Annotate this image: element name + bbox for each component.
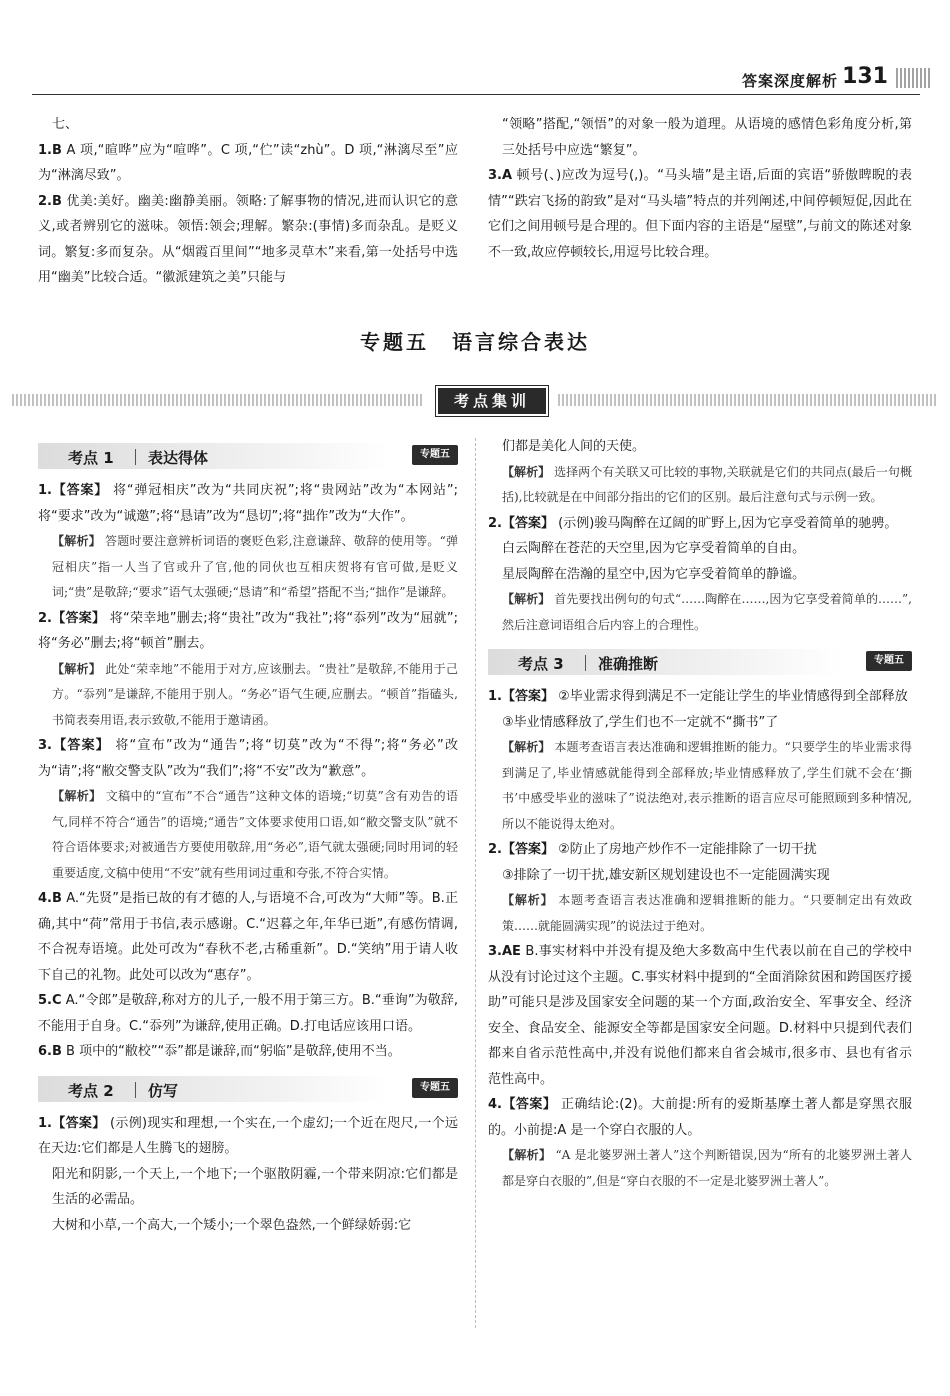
- answer-paragraph: [38, 784, 458, 886]
- answer-paragraph: [488, 735, 912, 837]
- kaodian-3-heading: [488, 646, 912, 680]
- answer-paragraph: [488, 939, 912, 1092]
- item-tag: 【解析】: [52, 661, 102, 676]
- item-text: 阳光和阴影,一个天上,一个地下;一个驱散阴霾,一个带来阴凉:它们都是生活的必需品。: [52, 1166, 458, 1207]
- item-tag: 【答案】: [51, 610, 106, 626]
- item-tag: 【解析】: [502, 592, 551, 606]
- item-number: 2.: [488, 842, 502, 857]
- item-number: 3.A: [488, 168, 513, 183]
- item-tag: 【答案】: [51, 738, 111, 753]
- band-dots-left: [12, 394, 422, 406]
- answer-paragraph: [38, 1162, 458, 1213]
- qr-code-icon: [896, 68, 930, 88]
- answer-paragraph: [488, 684, 912, 710]
- topic-chip: 专题五: [866, 651, 912, 671]
- kaodian-separator: [585, 655, 586, 671]
- item-number: 4.: [488, 1097, 502, 1112]
- answer-paragraph: [38, 1213, 458, 1239]
- top-right-column: [488, 112, 912, 265]
- item-text: B.事实材料中并没有提及绝大多数高中生代表以前在自己的学校中从没有讨论过这个主题。C.事实材料中提到的“全面消除贫困和跨国医疗援助”可能只是涉及国家安全问题的某一个方面,政治安全、军事安全、经济安全、食品安全、能源安全等都是国家安全问题。D.材料中只提到代表们都来自省示范性高中,并没有说他们都来自省会城市,很多市、县也有省示范性高中。: [488, 944, 912, 1087]
- kaodian-name: 仿写: [148, 1081, 179, 1100]
- kaodian-1-content: [38, 478, 458, 1065]
- item-text: B 项中的“敝校”“忝”都是谦辞,而“躬临”是敬辞,使用不当。: [61, 1044, 401, 1059]
- answer-paragraph: [488, 1092, 912, 1143]
- answer-paragraph: [38, 606, 458, 657]
- item-text: A.“先贤”是指已故的有才德的人,与语境不合,可改为“大师”等。B.正确,其中“荷”常用于书信,表示感谢。C.“迟暮之年,年华已逝”,有感伤情调,不合祝寿语境。此处可改为“春秋不老,古稀重新”。D.“笑纳”用于请人收下自己的礼物。此处可以改为“惠存”。: [38, 891, 458, 983]
- item-text: 文稿中的“宣布”不合“通告”这种文体的语境;“切莫”含有劝告的语气,同样不符合“通告”的语境;“通告”文体要求使用口语,如“敝交警支队”就不符合语体要求;对被通告方要使用敬辞,用“务必”,语气就太强硬;同时用词的轻重要适度,文稿中使用“不安”就有些用词过重和夸张,不符合实情。: [52, 789, 458, 880]
- answer-paragraph: [38, 112, 458, 138]
- item-number: 1.B: [38, 142, 62, 158]
- answer-paragraph: [488, 837, 912, 863]
- item-number: 2.: [488, 515, 502, 531]
- item-text: 本题考查语言表达准确和逻辑推断的能力。“只要制定出有效政策……就能圆满实现”的说法过于绝对。: [502, 893, 912, 933]
- item-text: 答题时要注意辨析词语的褒贬色彩,注意谦辞、敬辞的使用等。“弹冠相庆”指一人当了官或升了官,他的同伙也互相庆贺将有官可做,是贬义词;“贵”是敬辞;“要求”语气太强硬;“恳请”和“希望”搭配不当;“拙作”是谦辞。: [52, 534, 458, 599]
- item-text: 顿号(、)应改为逗号(,)。“马头墙”是主语,后面的宾语“骄傲睥睨的表情”“跌宕飞扬的韵致”是对“马头墙”特点的并列阐述,中间停顿短促,因此在它们之间用顿号是合理的。但下面内容的主语是“屋壁”,与前文的陈述对象不一致,故应停顿较长,用逗号比较合理。: [488, 168, 912, 260]
- right-column: [488, 434, 912, 1194]
- page-number: 131: [842, 64, 888, 89]
- page-header: [610, 64, 930, 92]
- section-band: [12, 386, 938, 414]
- left-column: [38, 436, 458, 1238]
- kaodian-label: 考点 2: [68, 1081, 114, 1100]
- item-text: “领略”搭配,“领悟”的对象一般为道理。从语境的感情色彩角度分析,第三处括号中应选“繁复”。: [502, 117, 912, 158]
- answer-paragraph: [38, 1111, 458, 1162]
- item-text: 正确结论:(2)。大前提:所有的爱斯基摩土著人都是穿黑衣服的。小前提:A 是一个穿白衣服的人。: [488, 1097, 912, 1138]
- answer-paragraph: [38, 138, 458, 189]
- kaodian-2-content-left: [38, 1111, 458, 1239]
- answer-paragraph: [488, 163, 912, 265]
- answer-paragraph: [488, 112, 912, 163]
- item-number: 5.C: [38, 993, 62, 1008]
- answer-paragraph: [488, 460, 912, 511]
- answer-paragraph: [488, 888, 912, 939]
- answer-paragraph: [488, 710, 912, 736]
- answer-paragraph: [38, 657, 458, 734]
- item-text: (示例)骏马陶醉在辽阔的旷野上,因为它享受着简单的驰骋。: [554, 515, 898, 531]
- header-divider: [32, 94, 920, 95]
- item-text: “A 是北婆罗洲土著人”这个判断错误,因为“所有的北婆罗洲土著人都是穿白衣服的”,但是“穿白衣服的不一定是北婆罗洲土著人”。: [502, 1148, 912, 1188]
- topic-chip: 专题五: [412, 1078, 458, 1098]
- answer-paragraph: [488, 562, 912, 588]
- item-tag: 【解析】: [502, 893, 554, 907]
- item-tag: 【答案】: [501, 689, 554, 704]
- column-divider: [475, 438, 476, 1328]
- item-text: (示例)现实和理想,一个实在,一个虚幻;一个近在咫尺,一个远在天边:它们都是人生腾飞的翅膀。: [38, 1115, 458, 1156]
- answer-paragraph: [38, 478, 458, 529]
- section-title: 专题五 语言综合表达: [360, 330, 590, 354]
- kaodian-2-content-right: [488, 434, 912, 638]
- item-number: 4.B: [38, 891, 62, 906]
- answer-paragraph: [488, 1143, 912, 1194]
- band-dots-right: [558, 394, 938, 406]
- answer-paragraph: [488, 863, 912, 889]
- item-text: 星辰陶醉在浩瀚的星空中,因为它享受着简单的静谧。: [502, 566, 806, 582]
- item-tag: 【解析】: [52, 789, 102, 803]
- item-text: ②防止了房地产炒作不一定能排除了一切干扰: [554, 842, 817, 857]
- item-number: 6.B: [38, 1044, 62, 1059]
- item-text: 将“荣幸地”删去;将“贵社”改为“我社”;将“忝列”改为“屈就”;将“务必”删去;将“顿首”删去。: [38, 610, 458, 651]
- answer-paragraph: [488, 511, 912, 537]
- item-text: 们都是美化人间的天使。: [502, 439, 646, 454]
- item-tag: 【解析】: [502, 1148, 552, 1162]
- item-text: 本题考查语言表达准确和逻辑推断的能力。“只要学生的毕业需求得到满足了,毕业情感就能得到全部释放;毕业情感释放了,学生们就不会在‘撕书’中感受毕业的滋味了”说法绝对,表示推断的语言应尽可能照顾到多种情况,所以不能说得太绝对。: [502, 740, 912, 831]
- item-text: 优美:美好。幽美:幽静美丽。领略:了解事物的情况,进而认识它的意义,或者辨别它的滋味。领悟:领会;理解。繁杂:(事情)多而杂乱。是贬义词。繁复:多而复杂。从“烟霞百里间”“地多灵草木”来看,第一处括号中选用“幽美”比较合适。“徽派建筑之美”只能与: [38, 193, 458, 285]
- kaodian-label: 考点 3: [518, 655, 564, 673]
- item-text: 大树和小草,一个高大,一个矮小;一个翠色盎然,一个鲜绿娇弱:它: [52, 1217, 412, 1233]
- item-text: ③毕业情感释放了,学生们也不一定就不“撕书”了: [502, 714, 779, 730]
- item-tag: 【答案】: [501, 1097, 557, 1112]
- kaodian-label: 考点 1: [68, 449, 114, 467]
- item-tag: 【答案】: [51, 1115, 106, 1131]
- answer-paragraph: [38, 886, 458, 988]
- item-tag: 【解析】: [52, 534, 101, 548]
- item-number: 2.B: [38, 193, 62, 209]
- band-label: 考点集训: [436, 386, 548, 416]
- item-text: 白云陶醉在苍茫的天空里,因为它享受着简单的自由。: [502, 541, 806, 556]
- item-text: ②毕业需求得到满足不一定能让学生的毕业情感得到全部释放: [554, 689, 908, 704]
- item-text: 将“宣布”改为“通告”;将“切莫”改为“不得”;将“务必”改为“请”;将“敝交警支队”改为“我们”;将“不安”改为“歉意”。: [38, 738, 458, 779]
- item-number: 3.AE: [488, 944, 521, 959]
- kaodian-separator: [135, 1082, 136, 1098]
- kaodian-2-heading: [38, 1073, 458, 1107]
- answer-paragraph: [38, 733, 458, 784]
- item-tag: 【解析】: [502, 740, 551, 754]
- answer-paragraph: [488, 587, 912, 638]
- kaodian-separator: [135, 449, 136, 465]
- answer-paragraph: [38, 529, 458, 606]
- item-tag: 【解析】: [502, 464, 551, 479]
- item-number: 1.: [488, 689, 502, 704]
- item-number: 3.: [38, 738, 52, 753]
- item-text: 七、: [52, 117, 79, 132]
- kaodian-1-heading: [38, 440, 458, 474]
- kaodian-name: 表达得体: [148, 449, 209, 467]
- item-tag: 【答案】: [501, 842, 554, 857]
- item-text: 将“弹冠相庆”改为“共同庆祝”;将“贵网站”改为“本网站”;将“要求”改为“诚邀”;将“恳请”改为“恳切”;将“拙作”改为“大作”。: [38, 483, 458, 524]
- item-number: 2.: [38, 610, 52, 626]
- item-text: 首先要找出例句的句式“……陶醉在……,因为它享受着简单的……”,然后注意词语组合后内容上的合理性。: [502, 592, 912, 632]
- header-title: 答案深度解析: [741, 72, 838, 90]
- item-number: 1.: [38, 1115, 52, 1131]
- answer-paragraph: [38, 988, 458, 1039]
- item-text: ③排除了一切干扰,雄安新区规划建设也不一定能圆满实现: [502, 867, 830, 883]
- kaodian-3-content: [488, 684, 912, 1194]
- answer-paragraph: [488, 434, 912, 460]
- item-tag: 【答案】: [501, 515, 554, 531]
- kaodian-name: 准确推断: [598, 655, 659, 673]
- answer-paragraph: [38, 189, 458, 291]
- item-tag: 【答案】: [51, 483, 109, 498]
- answer-paragraph: [488, 536, 912, 562]
- item-number: 1.: [38, 483, 52, 498]
- item-text: 此处“荣幸地”不能用于对方,应该删去。“贵社”是敬辞,不能用于己方。“忝列”是谦辞,不能用于别人。“务必”语气生硬,应删去。“顿首”指磕头,书简表奏用语,表示致敬,不能用于邀请函。: [52, 661, 458, 727]
- item-text: A.“令郎”是敬辞,称对方的儿子,一般不用于第三方。B.“垂询”为敬辞,不能用于自身。C.“忝列”为谦辞,使用正确。D.打电话应该用口语。: [38, 993, 458, 1034]
- item-text: A 项,“暄哗”应为“喧哗”。C 项,“伫”读“zhù”。D 项,“淋漓尽至”应为“淋漓尽致”。: [38, 142, 458, 183]
- topic-chip: 专题五: [412, 445, 458, 465]
- answer-paragraph: [38, 1039, 458, 1065]
- top-left-column: [38, 112, 458, 291]
- item-text: 选择两个有关联又可比较的事物,关联就是它们的共同点(最后一句概括),比较就是在中间部分指出的它们的区别。最后注意句式与示例一致。: [502, 464, 912, 504]
